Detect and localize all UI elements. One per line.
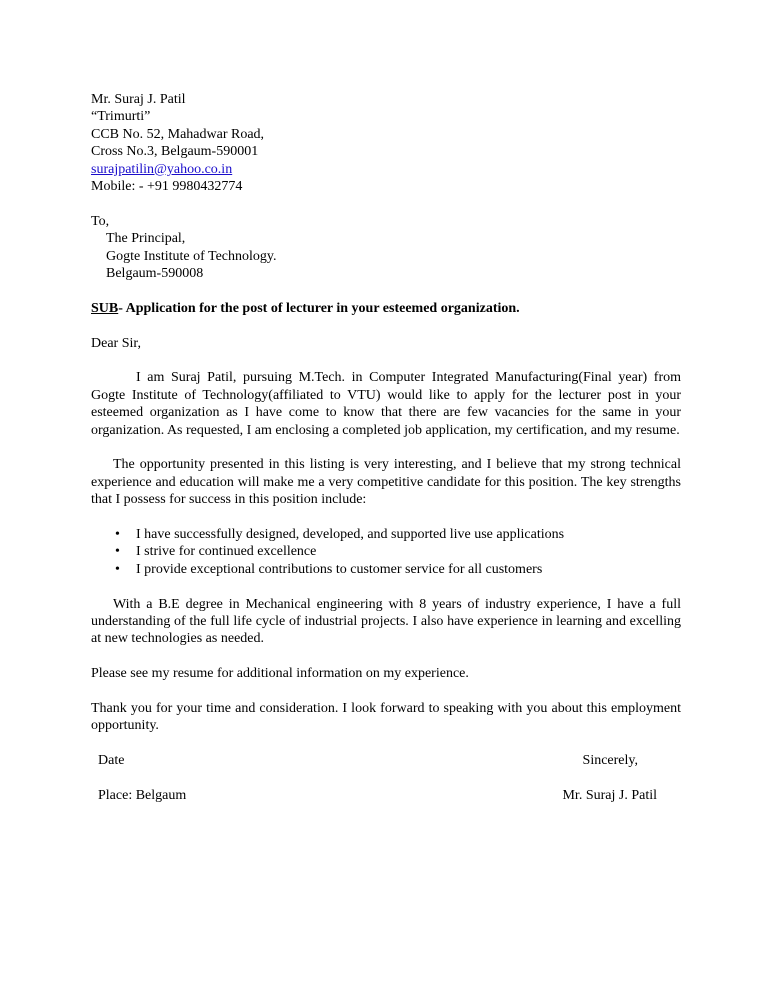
- paragraph-thanks: Thank you for your time and consideration. I look forward to speaking with you about this employment opportunity.: [91, 701, 681, 734]
- sender-email-link[interactable]: surajpatilin@yahoo.co.in: [91, 161, 233, 177]
- strengths-list: [91, 526, 681, 578]
- sender-address-line-1: CCB No. 52, Mahadwar Road,: [91, 126, 265, 142]
- closing-row-1: [91, 752, 681, 769]
- recipient-city: Belgaum-590008: [106, 266, 204, 282]
- sincerely-text: Sincerely,: [582, 753, 638, 769]
- recipient-to: To,: [91, 213, 110, 229]
- letter-page: [91, 91, 681, 804]
- subject-label: SUB: [91, 300, 119, 316]
- list-item-text: I strive for continued excellence: [136, 544, 317, 560]
- list-item-text: I have successfully designed, developed, and supported live use applications: [136, 527, 565, 543]
- paragraph-experience: With a B.E degree in Mechanical engineering with 8 years of industry experience, I have a full understanding of the full life cycle of industrial projects. I also have experience in learning and excelling at new technologies as needed.: [91, 596, 681, 647]
- sender-mobile: Mobile: - +91 9980432774: [91, 179, 243, 195]
- list-item: [91, 526, 681, 543]
- recipient-title: The Principal,: [106, 231, 186, 247]
- list-item-text: I provide exceptional contributions to customer service for all customers: [136, 561, 543, 577]
- paragraph-intro: I am Suraj Patil, pursuing M.Tech. in Computer Integrated Manufacturing(Final year) from Gogte Institute of Technology(affiliated to VTU) would like to apply for the lecturer post in your esteemed organization as I have come to know that there are few vacancies for the same in your organization. As requested, I am enclosing a completed job application, my certification, and my resume.: [91, 370, 681, 438]
- sender-address-line-2: Cross No.3, Belgaum-590001: [91, 144, 259, 160]
- bullet-icon: •: [115, 561, 120, 577]
- bullet-icon: •: [115, 527, 120, 543]
- paragraph-resume: Please see my resume for additional information on my experience.: [91, 666, 469, 682]
- signature-name: Mr. Suraj J. Patil: [562, 788, 657, 804]
- subject-line: [91, 300, 681, 317]
- paragraph-opportunity: The opportunity presented in this listing is very interesting, and I believe that my strong technical experience and education will make me a very competitive candidate for this position. The key strengths that I possess for success in this position include:: [91, 457, 681, 508]
- closing-row-2: [91, 787, 681, 804]
- sender-address-block: [91, 91, 681, 195]
- date-label: Date: [98, 753, 125, 769]
- list-item: [91, 543, 681, 560]
- place-label: Place: Belgaum: [98, 788, 187, 804]
- bullet-icon: •: [115, 544, 120, 560]
- sender-name: Mr. Suraj J. Patil: [91, 92, 186, 107]
- salutation: Dear Sir,: [91, 335, 141, 351]
- recipient-institute: Gogte Institute of Technology.: [106, 248, 277, 264]
- recipient-address-block: [91, 213, 681, 283]
- list-item: [91, 561, 681, 578]
- subject-text: - Application for the post of lecturer in your esteemed organization.: [118, 300, 520, 316]
- sender-house-name: “Trimurti”: [91, 109, 151, 125]
